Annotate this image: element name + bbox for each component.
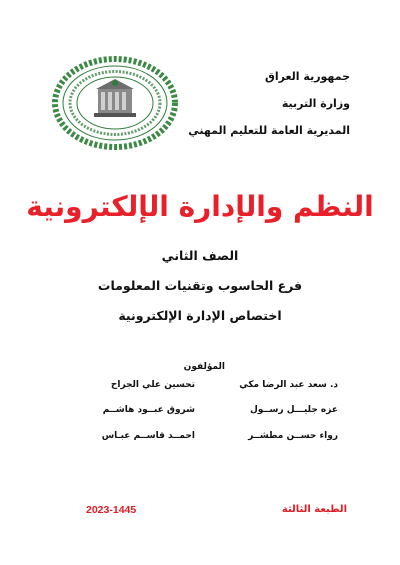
branch-label: فرع الحاسوب وتقنيات المعلومات — [97, 278, 303, 293]
author-name: رواء حســن مطشــر — [248, 431, 338, 441]
ministry-emblem-icon — [50, 55, 180, 151]
authors-heading: المؤلفون — [183, 362, 225, 372]
book-title: النظم والإدارة الإلكترونية — [26, 190, 374, 223]
author-name: د. سعد عبد الرضا مكي — [239, 380, 338, 390]
author-name: عزه جليـــل رســول — [249, 405, 338, 415]
edition-year: 2023-1445 — [86, 504, 137, 516]
author-name: تحسين علي الجراح — [110, 380, 195, 390]
specialization-label: اختصاص الإدارة الإلكترونية — [118, 308, 282, 323]
grade-label: الصف الثاني — [161, 248, 239, 263]
author-name: شروق عبــود هاشــم — [102, 405, 195, 415]
header-ministry: وزارة التربية — [281, 97, 350, 110]
header-directorate: المديرية العامة للتعليم المهني — [188, 124, 350, 137]
author-name: احمــد قاســم عبـاس — [101, 431, 195, 441]
header-country: جمهورية العراق — [265, 70, 350, 83]
edition-label: الطبعة الثالثة — [281, 504, 347, 515]
